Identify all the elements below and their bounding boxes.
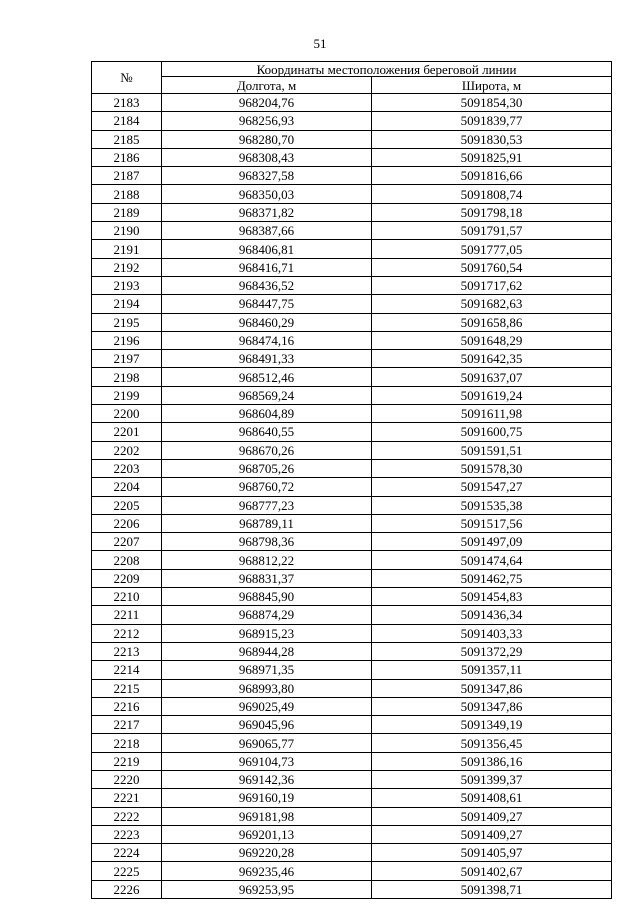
latitude-cell: 5091830,53 [372, 130, 612, 148]
point-number-cell: 2209 [92, 569, 162, 587]
latitude-cell: 5091808,74 [372, 185, 612, 203]
longitude-cell: 968812,22 [162, 551, 372, 569]
table-row [92, 624, 612, 642]
table-row [92, 734, 612, 752]
point-number-cell: 2203 [92, 459, 162, 477]
point-number-cell: 2188 [92, 185, 162, 203]
table-row [92, 368, 612, 386]
latitude-cell: 5091398,71 [372, 880, 612, 898]
point-number-cell: 2187 [92, 167, 162, 185]
table-row [92, 807, 612, 825]
point-number-cell: 2223 [92, 825, 162, 843]
longitude-cell: 968569,24 [162, 386, 372, 404]
point-number-cell: 2200 [92, 405, 162, 423]
point-number-cell: 2191 [92, 240, 162, 258]
table-row [92, 167, 612, 185]
latitude-cell: 5091356,45 [372, 734, 612, 752]
header-group-title: Координаты местоположения береговой линии [162, 62, 612, 77]
longitude-cell: 968670,26 [162, 441, 372, 459]
point-number-cell: 2199 [92, 386, 162, 404]
longitude-cell: 968944,28 [162, 642, 372, 660]
longitude-cell: 968280,70 [162, 130, 372, 148]
longitude-cell: 968387,66 [162, 222, 372, 240]
page-number: 51 [313, 36, 327, 51]
point-number-cell: 2198 [92, 368, 162, 386]
point-number-cell: 2210 [92, 588, 162, 606]
point-number-cell: 2215 [92, 679, 162, 697]
table-row [92, 844, 612, 862]
latitude-cell: 5091547,27 [372, 478, 612, 496]
table-row [92, 94, 612, 112]
latitude-cell: 5091611,98 [372, 405, 612, 423]
latitude-cell: 5091462,75 [372, 569, 612, 587]
table-row [92, 405, 612, 423]
table-row [92, 331, 612, 349]
table-row [92, 789, 612, 807]
point-number-cell: 2184 [92, 112, 162, 130]
table-row [92, 386, 612, 404]
point-number-cell: 2206 [92, 514, 162, 532]
table-row [92, 295, 612, 313]
latitude-cell: 5091658,86 [372, 313, 612, 331]
latitude-cell: 5091454,83 [372, 588, 612, 606]
latitude-cell: 5091791,57 [372, 222, 612, 240]
latitude-cell: 5091349,19 [372, 716, 612, 734]
table-row [92, 185, 612, 203]
point-number-cell: 2217 [92, 716, 162, 734]
table-row [92, 569, 612, 587]
point-number-cell: 2189 [92, 203, 162, 221]
table-row [92, 752, 612, 770]
table-row [92, 697, 612, 715]
latitude-cell: 5091497,09 [372, 533, 612, 551]
point-number-cell: 2220 [92, 770, 162, 788]
point-number-cell: 2212 [92, 624, 162, 642]
latitude-cell: 5091347,86 [372, 697, 612, 715]
latitude-cell: 5091436,34 [372, 606, 612, 624]
longitude-cell: 969160,19 [162, 789, 372, 807]
table-row [92, 222, 612, 240]
longitude-cell: 968831,37 [162, 569, 372, 587]
latitude-cell: 5091474,64 [372, 551, 612, 569]
latitude-cell: 5091648,29 [372, 331, 612, 349]
longitude-cell: 968705,26 [162, 459, 372, 477]
latitude-cell: 5091798,18 [372, 203, 612, 221]
point-number-cell: 2221 [92, 789, 162, 807]
latitude-cell: 5091347,86 [372, 679, 612, 697]
latitude-cell: 5091409,27 [372, 825, 612, 843]
latitude-cell: 5091619,24 [372, 386, 612, 404]
latitude-cell: 5091682,63 [372, 295, 612, 313]
longitude-cell: 969181,98 [162, 807, 372, 825]
table-row [92, 148, 612, 166]
point-number-cell: 2218 [92, 734, 162, 752]
latitude-cell: 5091402,67 [372, 862, 612, 880]
table-row [92, 606, 612, 624]
header-latitude: Широта, м [372, 77, 612, 94]
longitude-cell: 968604,89 [162, 405, 372, 423]
table-row [92, 770, 612, 788]
latitude-cell: 5091816,66 [372, 167, 612, 185]
longitude-cell: 969104,73 [162, 752, 372, 770]
longitude-cell: 968416,71 [162, 258, 372, 276]
point-number-cell: 2192 [92, 258, 162, 276]
latitude-cell: 5091403,33 [372, 624, 612, 642]
point-number-cell: 2204 [92, 478, 162, 496]
latitude-cell: 5091854,30 [372, 94, 612, 112]
point-number-cell: 2224 [92, 844, 162, 862]
point-number-cell: 2197 [92, 350, 162, 368]
longitude-cell: 968971,35 [162, 661, 372, 679]
longitude-cell: 968915,23 [162, 624, 372, 642]
point-number-cell: 2186 [92, 148, 162, 166]
latitude-cell: 5091578,30 [372, 459, 612, 477]
latitude-cell: 5091517,56 [372, 514, 612, 532]
point-number-cell: 2225 [92, 862, 162, 880]
table-row [92, 459, 612, 477]
latitude-cell: 5091591,51 [372, 441, 612, 459]
latitude-cell: 5091717,62 [372, 276, 612, 294]
point-number-cell: 2201 [92, 423, 162, 441]
longitude-cell: 969235,46 [162, 862, 372, 880]
latitude-cell: 5091600,75 [372, 423, 612, 441]
point-number-cell: 2196 [92, 331, 162, 349]
point-number-cell: 2222 [92, 807, 162, 825]
latitude-cell: 5091825,91 [372, 148, 612, 166]
point-number-cell: 2211 [92, 606, 162, 624]
table-body [92, 94, 612, 899]
point-number-cell: 2193 [92, 276, 162, 294]
longitude-cell: 968308,43 [162, 148, 372, 166]
longitude-cell: 968371,82 [162, 203, 372, 221]
table-row [92, 441, 612, 459]
table-row [92, 240, 612, 258]
longitude-cell: 968447,75 [162, 295, 372, 313]
longitude-cell: 968760,72 [162, 478, 372, 496]
table-row [92, 825, 612, 843]
longitude-cell: 969220,28 [162, 844, 372, 862]
table-row [92, 423, 612, 441]
longitude-cell: 968993,80 [162, 679, 372, 697]
latitude-cell: 5091760,54 [372, 258, 612, 276]
latitude-cell: 5091839,77 [372, 112, 612, 130]
table-row [92, 203, 612, 221]
longitude-cell: 968474,16 [162, 331, 372, 349]
longitude-cell: 968640,55 [162, 423, 372, 441]
longitude-cell: 969201,13 [162, 825, 372, 843]
latitude-cell: 5091405,97 [372, 844, 612, 862]
latitude-cell: 5091409,27 [372, 807, 612, 825]
latitude-cell: 5091637,07 [372, 368, 612, 386]
latitude-cell: 5091372,29 [372, 642, 612, 660]
longitude-cell: 968874,29 [162, 606, 372, 624]
table-row [92, 350, 612, 368]
longitude-cell: 968204,76 [162, 94, 372, 112]
table-row [92, 661, 612, 679]
point-number-cell: 2213 [92, 642, 162, 660]
point-number-cell: 2183 [92, 94, 162, 112]
longitude-cell: 968436,52 [162, 276, 372, 294]
table-row [92, 258, 612, 276]
longitude-cell: 968798,36 [162, 533, 372, 551]
longitude-cell: 969025,49 [162, 697, 372, 715]
point-number-cell: 2190 [92, 222, 162, 240]
longitude-cell: 968327,58 [162, 167, 372, 185]
latitude-cell: 5091642,35 [372, 350, 612, 368]
longitude-cell: 969045,96 [162, 716, 372, 734]
point-number-cell: 2185 [92, 130, 162, 148]
point-number-cell: 2226 [92, 880, 162, 898]
point-number-cell: 2202 [92, 441, 162, 459]
table-row [92, 880, 612, 898]
table-row [92, 478, 612, 496]
longitude-cell: 968845,90 [162, 588, 372, 606]
latitude-cell: 5091399,37 [372, 770, 612, 788]
table-row [92, 551, 612, 569]
table-row [92, 496, 612, 514]
point-number-cell: 2208 [92, 551, 162, 569]
table-row [92, 642, 612, 660]
point-number-cell: 2219 [92, 752, 162, 770]
point-number-cell: 2194 [92, 295, 162, 313]
longitude-cell: 968406,81 [162, 240, 372, 258]
table-row [92, 588, 612, 606]
longitude-cell: 968777,23 [162, 496, 372, 514]
latitude-cell: 5091535,38 [372, 496, 612, 514]
table-row [92, 514, 612, 532]
longitude-cell: 969142,36 [162, 770, 372, 788]
longitude-cell: 968491,33 [162, 350, 372, 368]
longitude-cell: 968256,93 [162, 112, 372, 130]
longitude-cell: 968460,29 [162, 313, 372, 331]
header-longitude: Долгота, м [162, 77, 372, 94]
table-row [92, 716, 612, 734]
longitude-cell: 968512,46 [162, 368, 372, 386]
latitude-cell: 5091357,11 [372, 661, 612, 679]
table-row [92, 862, 612, 880]
point-number-cell: 2216 [92, 697, 162, 715]
latitude-cell: 5091386,16 [372, 752, 612, 770]
point-number-cell: 2207 [92, 533, 162, 551]
longitude-cell: 969253,95 [162, 880, 372, 898]
table-row [92, 679, 612, 697]
longitude-cell: 968789,11 [162, 514, 372, 532]
coordinates-table [91, 61, 612, 899]
header-number: № [92, 62, 162, 94]
table-row [92, 130, 612, 148]
longitude-cell: 969065,77 [162, 734, 372, 752]
point-number-cell: 2195 [92, 313, 162, 331]
table-row [92, 313, 612, 331]
table-row [92, 112, 612, 130]
point-number-cell: 2205 [92, 496, 162, 514]
table-row [92, 276, 612, 294]
point-number-cell: 2214 [92, 661, 162, 679]
longitude-cell: 968350,03 [162, 185, 372, 203]
table-row [92, 533, 612, 551]
latitude-cell: 5091408,61 [372, 789, 612, 807]
latitude-cell: 5091777,05 [372, 240, 612, 258]
